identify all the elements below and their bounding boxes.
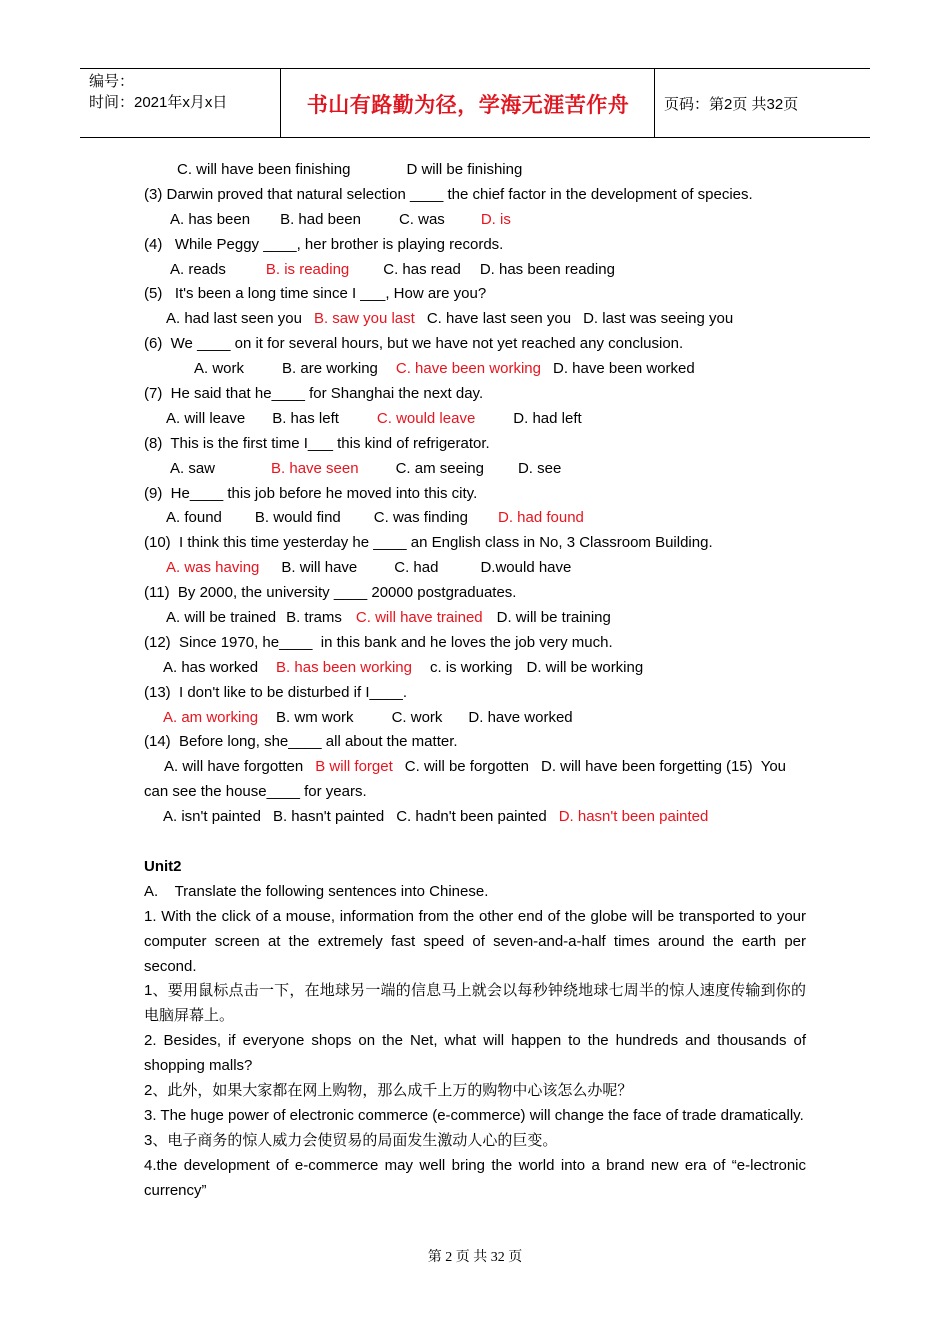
q10-stem: (10) I think this time yesterday he ____ an English class in No, 3 Classroom Building. xyxy=(144,534,713,552)
q2-option-d: D will be finishing xyxy=(406,161,523,178)
blank-line xyxy=(144,830,806,855)
q9-stem: (9) He____ this job before he moved into this city. xyxy=(144,484,478,502)
q5-option-a: A. had last seen you xyxy=(166,310,302,328)
q9-answer-d: D. had found xyxy=(498,509,584,527)
q2-option-c: C. will have been finishing xyxy=(177,161,351,178)
q8-answer-b: B. have seen xyxy=(271,459,359,477)
q12-stem: (12) Since 1970, he____ in this bank and he loves the job very much. xyxy=(144,633,613,651)
q12-options xyxy=(144,656,806,681)
q6-stem: (6) We ____ on it for several hours, but we have not yet reached any conclusion. xyxy=(144,335,684,353)
q13-answer-a: A. am working xyxy=(163,708,259,726)
q3-option-b: B. had been xyxy=(280,210,361,228)
header-page-info: 页码：第2页 共32页 xyxy=(664,96,799,113)
q3-stem: (3) Darwin proved that natural selection ____ the chief factor in the development of species. xyxy=(144,185,753,203)
q6-options xyxy=(144,357,806,382)
number-label: 编号： xyxy=(89,73,135,90)
q7-option-b: B. has left xyxy=(272,409,339,427)
q10-option-b: B. will have xyxy=(281,559,358,577)
header-divider-right xyxy=(654,69,655,137)
q15-stem-start: (15) You xyxy=(725,758,787,776)
q15-stem: can see the house____ for years. xyxy=(144,783,367,801)
q2-options xyxy=(144,158,806,183)
q14-option-c: C. will be forgotten xyxy=(404,758,530,776)
q5-answer-b: B. saw you last xyxy=(313,310,415,328)
date-line: 时间：2021年x月x日 xyxy=(89,94,228,111)
document-body xyxy=(144,158,806,1204)
q7-options xyxy=(144,407,806,432)
q10-options xyxy=(144,556,806,581)
sentence-3-chinese: 3、电子商务的惊人威力会使贸易的局面发生激动人心的巨变。 xyxy=(144,1131,558,1149)
q15-options xyxy=(144,805,806,830)
q4-option-a: A. reads xyxy=(170,260,226,278)
q3-answer-d: D. is xyxy=(480,210,511,228)
q12-option-d: D. will be working xyxy=(526,658,644,676)
q4-options xyxy=(144,258,806,283)
q6-option-d: D. have been worked xyxy=(552,360,695,378)
q3-option-a: A. has been xyxy=(170,210,251,228)
header-motto: 书山有路勤为径，学海无涯苦作舟 xyxy=(306,94,630,117)
page-header xyxy=(80,68,870,138)
q10-option-d: D.would have xyxy=(480,559,572,577)
sentence-4-english: 4.the development of e-commerce may well bring the world into a brand new era of “e-lectronic currency” xyxy=(144,1156,806,1199)
q9-options xyxy=(144,506,806,531)
q4-option-d: D. has been reading xyxy=(479,260,615,278)
q13-option-c: C. work xyxy=(391,708,443,726)
q9-option-a: A. found xyxy=(166,509,222,527)
q5-option-c: C. have last seen you xyxy=(426,310,572,328)
q11-answer-c: C. will have trained xyxy=(355,609,483,627)
q13-option-b: B. wm work xyxy=(276,708,354,726)
header-left-block xyxy=(89,71,227,113)
q9-option-b: B. would find xyxy=(254,509,341,527)
q12-option-a: A. has worked xyxy=(163,658,259,676)
q13-stem: (13) I don't like to be disturbed if I____. xyxy=(144,683,408,701)
q3-options xyxy=(144,208,806,233)
q15-option-b: B. hasn't painted xyxy=(272,808,385,826)
q6-answer-c: C. have been working xyxy=(395,360,541,378)
q14-options xyxy=(144,755,806,780)
sentence-1-chinese: 1、要用鼠标点击一下，在地球另一端的信息马上就会以每秒钟绕地球七周半的惊人速度传输到你的电脑屏幕上。 xyxy=(144,982,806,1025)
q12-answer-b: B. has been working xyxy=(276,658,412,676)
q4-option-c: C. has read xyxy=(383,260,461,278)
unit2-instruction: A. Translate the following sentences into Chinese. xyxy=(144,882,489,900)
q12-option-c: c. is working xyxy=(429,658,513,676)
q3-option-c: C. was xyxy=(398,210,445,228)
q14-option-d: D. will have been forgetting xyxy=(541,758,722,776)
q5-option-d: D. last was seeing you xyxy=(583,310,734,328)
q7-option-a: A. will leave xyxy=(166,409,246,427)
q15-option-c: C. hadn't been painted xyxy=(396,808,547,826)
q11-option-b: B. trams xyxy=(286,609,342,627)
q5-stem: (5) It's been a long time since I ___, How are you? xyxy=(144,285,487,303)
q8-stem: (8) This is the first time I___ this kind of refrigerator. xyxy=(144,434,490,452)
q14-stem: (14) Before long, she____ all about the matter. xyxy=(144,733,458,751)
q7-stem: (7) He said that he____ for Shanghai the next day. xyxy=(144,385,484,403)
q4-answer-b: B. is reading xyxy=(265,260,350,278)
q14-option-a: A. will have forgotten xyxy=(164,758,304,776)
sentence-2-english: 2. Besides, if everyone shops on the Net, what will happen to the hundreds and thousands of shopping malls? xyxy=(144,1032,806,1075)
q11-options xyxy=(144,606,806,631)
q15-answer-d: D. hasn't been painted xyxy=(558,808,709,826)
q7-option-d: D. had left xyxy=(513,409,582,427)
q8-option-d: D. see xyxy=(517,459,562,477)
q13-options xyxy=(144,706,806,731)
q10-answer-a: A. was having xyxy=(166,559,260,577)
sentence-1-english: 1. With the click of a mouse, information from the other end of the globe will be transported to your computer screen at the extremely fast speed of seven-and-a-half times around the earth per second. xyxy=(144,907,806,975)
q6-option-b: B. are working xyxy=(282,360,378,378)
sentence-3-english: 3. The huge power of electronic commerce (e-commerce) will change the face of trade dramatically. xyxy=(144,1106,804,1124)
q10-option-c: C. had xyxy=(394,559,439,577)
q15-option-a: A. isn't painted xyxy=(163,808,261,826)
q11-option-d: D. will be training xyxy=(496,609,611,627)
q11-stem: (11) By 2000, the university ____ 20000 postgraduates. xyxy=(144,584,517,602)
q4-stem: (4) While Peggy ____, her brother is playing records. xyxy=(144,235,504,253)
q8-option-c: C. am seeing xyxy=(395,459,484,477)
header-divider-left xyxy=(280,69,281,137)
q8-option-a: A. saw xyxy=(170,459,216,477)
q11-option-a: A. will be trained xyxy=(166,609,277,627)
unit2-title: Unit2 xyxy=(144,857,182,875)
sentence-2-chinese: 2、此外，如果大家都在网上购物，那么成千上万的购物中心该怎么办呢？ xyxy=(144,1082,633,1100)
q5-options xyxy=(144,307,806,332)
q6-option-a: A. work xyxy=(194,360,245,378)
page-footer: 第 2 页 共 32 页 xyxy=(427,1250,523,1265)
q9-option-c: C. was finding xyxy=(373,509,468,527)
q8-options xyxy=(144,457,806,482)
q7-answer-c: C. would leave xyxy=(376,409,476,427)
q13-option-d: D. have worked xyxy=(468,708,573,726)
q14-answer-b: B will forget xyxy=(315,758,393,776)
